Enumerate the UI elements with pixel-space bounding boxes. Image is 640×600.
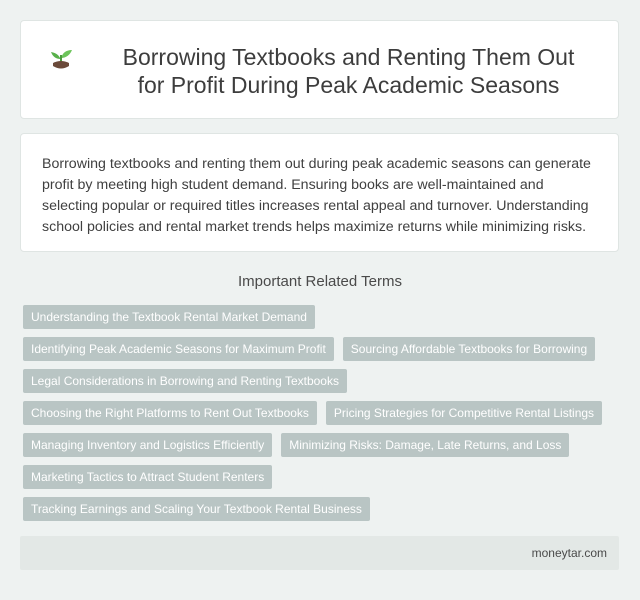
page-title: Borrowing Textbooks and Renting Them Out for Profit During Peak Academic Seasons [122,44,575,98]
related-term-tag[interactable]: Identifying Peak Academic Seasons for Maximum Profit [23,337,334,361]
related-term-tag[interactable]: Understanding the Textbook Rental Market Demand [23,305,315,329]
related-term-tag[interactable]: Legal Considerations in Borrowing and Renting Textbooks [23,369,347,393]
related-terms-list [23,305,618,529]
title-card [20,20,619,119]
related-term-tag[interactable]: Sourcing Affordable Textbooks for Borrowing [343,337,595,361]
tag-row [23,305,618,329]
related-term-tag[interactable]: Marketing Tactics to Attract Student Renters [23,465,272,489]
summary-text: Borrowing textbooks and renting them out during peak academic seasons can generate profit by meeting high student demand. Ensuring books are well-maintained and selecting popular or required titles increases rental appeal and turnover. Understanding school policies and rental market trends helps maximize returns while minimizing risks. [42,156,591,235]
footer [20,536,619,570]
tag-row [23,465,618,489]
tag-row [23,433,618,457]
tag-row [23,337,618,361]
related-term-tag[interactable]: Tracking Earnings and Scaling Your Textbook Rental Business [23,497,370,521]
tag-row [23,369,618,393]
related-term-tag[interactable]: Choosing the Right Platforms to Rent Out Textbooks [23,401,317,425]
summary-card [20,133,619,252]
tag-row [23,497,618,521]
tag-row [23,401,618,425]
related-term-tag[interactable]: Pricing Strategies for Competitive Rental Listings [326,401,602,425]
related-terms-heading: Important Related Terms [238,273,402,290]
related-term-tag[interactable]: Managing Inventory and Logistics Efficiently [23,433,272,457]
site-link[interactable]: moneytar.com [531,546,607,560]
related-term-tag[interactable]: Minimizing Risks: Damage, Late Returns, and Loss [281,433,569,457]
